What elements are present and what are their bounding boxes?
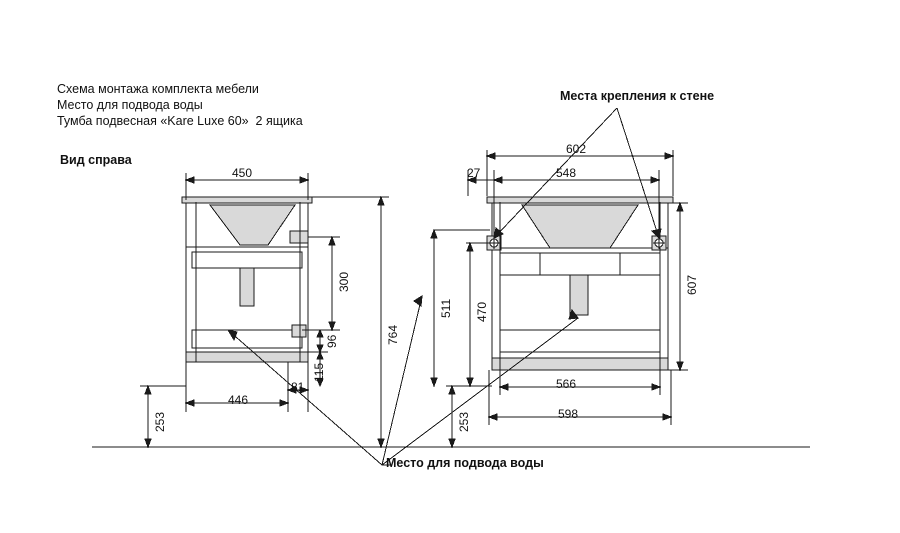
- side-pipe: [240, 268, 254, 306]
- side-countertop: [182, 197, 312, 203]
- title-line-2: Место для подвода воды: [57, 98, 203, 112]
- leader-water-2: [228, 330, 382, 465]
- dim-607: 607: [685, 274, 699, 295]
- dim-598: 598: [558, 407, 579, 421]
- front-drawer-lower: [500, 330, 660, 352]
- dim-96: 96: [325, 334, 339, 348]
- front-countertop: [487, 197, 673, 203]
- side-basin: [210, 205, 295, 245]
- front-drawer-upper: [500, 253, 660, 275]
- dim-27: 27: [467, 166, 481, 180]
- front-basin: [522, 205, 638, 248]
- front-pipe: [570, 275, 588, 315]
- dim-300: 300: [337, 271, 351, 292]
- dim-511: 511: [439, 298, 453, 318]
- right-view-label: Вид справа: [60, 153, 132, 167]
- dim-548: 548: [556, 166, 577, 180]
- title-line-3: Тумба подвесная «Kare Luxe 60» 2 ящика: [57, 114, 303, 128]
- side-drawer-upper: [192, 252, 302, 268]
- title-line-1: Схема монтажа комплекта мебели: [57, 82, 259, 96]
- water-supply-label: Место для подвода воды: [386, 456, 544, 470]
- side-bracket-bottom: [292, 325, 306, 337]
- dim-253-side: 253: [153, 411, 167, 432]
- dim-253-front: 253: [457, 411, 471, 432]
- dim-764: 764: [386, 324, 400, 345]
- side-base: [186, 352, 308, 362]
- wall-mounts-label: Места крепления к стене: [560, 89, 715, 103]
- dim-115: 115: [312, 362, 326, 382]
- front-base: [492, 358, 668, 370]
- side-bracket-top: [290, 231, 308, 243]
- dim-450: 450: [232, 166, 253, 180]
- dim-81: 81: [291, 380, 305, 394]
- dim-566: 566: [556, 377, 577, 391]
- dim-446: 446: [228, 393, 249, 407]
- dim-602: 602: [566, 142, 587, 156]
- side-drawer-lower: [192, 330, 302, 348]
- dim-470: 470: [475, 301, 489, 322]
